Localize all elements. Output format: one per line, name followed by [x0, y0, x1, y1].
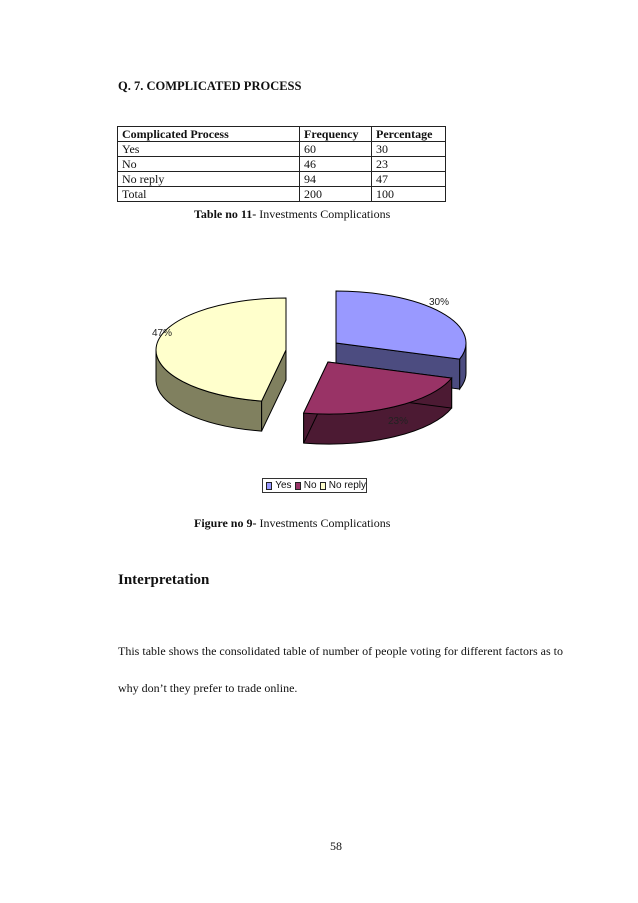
- table-cell: 23: [372, 157, 446, 172]
- interpretation-heading: Interpretation: [118, 572, 210, 588]
- chart-legend: [262, 478, 367, 493]
- legend-entry: No: [303, 480, 317, 491]
- table-cell: Yes: [118, 142, 300, 157]
- table-cell: 100: [372, 187, 446, 202]
- section-heading: Q. 7. COMPLICATED PROCESS: [118, 79, 302, 93]
- table-cell: No: [118, 157, 300, 172]
- table-header-cell: Percentage: [372, 127, 446, 142]
- legend-swatch-no-reply: [320, 482, 326, 490]
- legend-entry: No reply: [328, 480, 366, 491]
- table-cell: 94: [300, 172, 372, 187]
- pie-data-label-no-reply: 47%: [151, 328, 173, 339]
- table-cell: 30: [372, 142, 446, 157]
- table-header-cell: Frequency: [300, 127, 372, 142]
- table-cell: No reply: [118, 172, 300, 187]
- pie-data-label-no: 23%: [387, 416, 409, 427]
- table-caption-text: Investments Complications: [256, 207, 391, 221]
- interpretation-paragraph: This table shows the consolidated table of number of people voting for different factors as to why don’t they prefer to trade online.: [118, 644, 563, 695]
- table-cell: 200: [300, 187, 372, 202]
- figure-caption: [194, 516, 390, 531]
- table-cell: Total: [118, 187, 300, 202]
- legend-swatch-no: [295, 482, 301, 490]
- pie-slice-no-reply: [156, 298, 286, 431]
- figure-caption-label: Figure no 9-: [194, 516, 257, 530]
- table-header-cell: Complicated Process: [118, 127, 300, 142]
- table-cell: 47: [372, 172, 446, 187]
- table-caption-label: Table no 11-: [194, 207, 257, 221]
- page-number: 58: [330, 839, 342, 853]
- legend-swatch-yes: [266, 482, 272, 490]
- legend-entry: Yes: [275, 480, 292, 491]
- figure-caption-text: Investments Complications: [256, 516, 391, 530]
- table-cell: 60: [300, 142, 372, 157]
- pie-slices: [156, 291, 466, 444]
- table-cell: 46: [300, 157, 372, 172]
- pie-data-label-yes: 30%: [428, 297, 450, 308]
